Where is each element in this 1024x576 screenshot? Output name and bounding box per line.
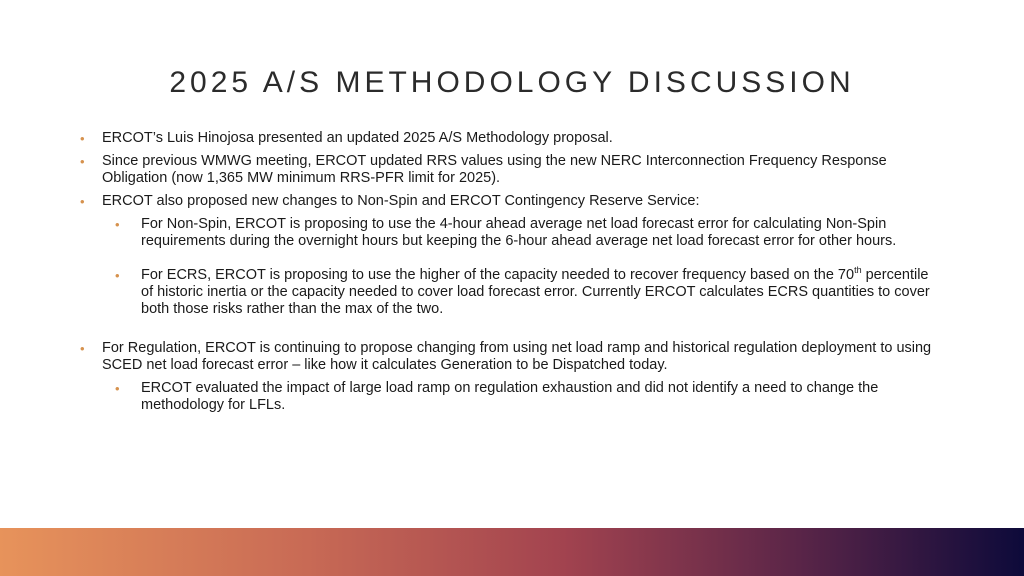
bullet-text: For Regulation, ERCOT is continuing to propose changing from using net load ramp and historical regulation deployment to using SCED net load forecast error – like how it calculates Generation to be Dispatched today. bbox=[102, 340, 932, 373]
bullet-icon: • bbox=[80, 341, 85, 356]
bullet-icon: • bbox=[80, 131, 85, 146]
bullet-text: ERCOT also proposed new changes to Non-Spin and ERCOT Contingency Reserve Service: bbox=[102, 193, 700, 209]
bullet-icon: • bbox=[80, 194, 85, 209]
sub-bullet-item bbox=[80, 267, 940, 318]
bullet-item bbox=[80, 193, 940, 210]
superscript: th bbox=[854, 265, 862, 276]
bullet-list bbox=[80, 130, 940, 414]
bullet-icon: • bbox=[80, 154, 85, 169]
bullet-item bbox=[80, 153, 940, 187]
sub-bullet-text-cont: percentile of historic inertia or the capacity needed to cover load forecast error. Currently ERCOT calculates ECRS quantities to cover both those risks rather than the max of the two. bbox=[141, 267, 930, 317]
bullet-text: Since previous WMWG meeting, ERCOT updated RRS values using the new NERC Interconnection Frequency Response Obligation (now 1,365 MW minimum RRS-PFR limit for 2025). bbox=[102, 153, 887, 186]
sub-bullet-text: For ECRS, ERCOT is proposing to use the higher of the capacity needed to recover frequency based on the 70 bbox=[141, 267, 855, 283]
sub-bullet-item bbox=[80, 380, 940, 414]
bullet-icon: • bbox=[115, 217, 120, 232]
footer-gradient-bar bbox=[0, 528, 1024, 576]
slide-title: 2025 A/S METHODOLOGY DISCUSSION bbox=[169, 66, 855, 99]
sub-bullet-item bbox=[80, 216, 940, 250]
bullet-item bbox=[80, 130, 940, 147]
bullet-icon: • bbox=[115, 381, 120, 396]
bullet-text: ERCOT’s Luis Hinojosa presented an updated 2025 A/S Methodology proposal. bbox=[102, 130, 613, 146]
sub-bullet-text: ERCOT evaluated the impact of large load ramp on regulation exhaustion and did not identify a need to change the methodology for LFLs. bbox=[141, 380, 879, 413]
sub-bullet-text: For Non-Spin, ERCOT is proposing to use the 4-hour ahead average net load forecast error for calculating Non-Spin requirements during the overnight hours but keeping the 6-hour ahead average net load forecast error for other hours. bbox=[141, 216, 897, 249]
bullet-item bbox=[80, 340, 940, 374]
bullet-icon: • bbox=[115, 268, 120, 283]
